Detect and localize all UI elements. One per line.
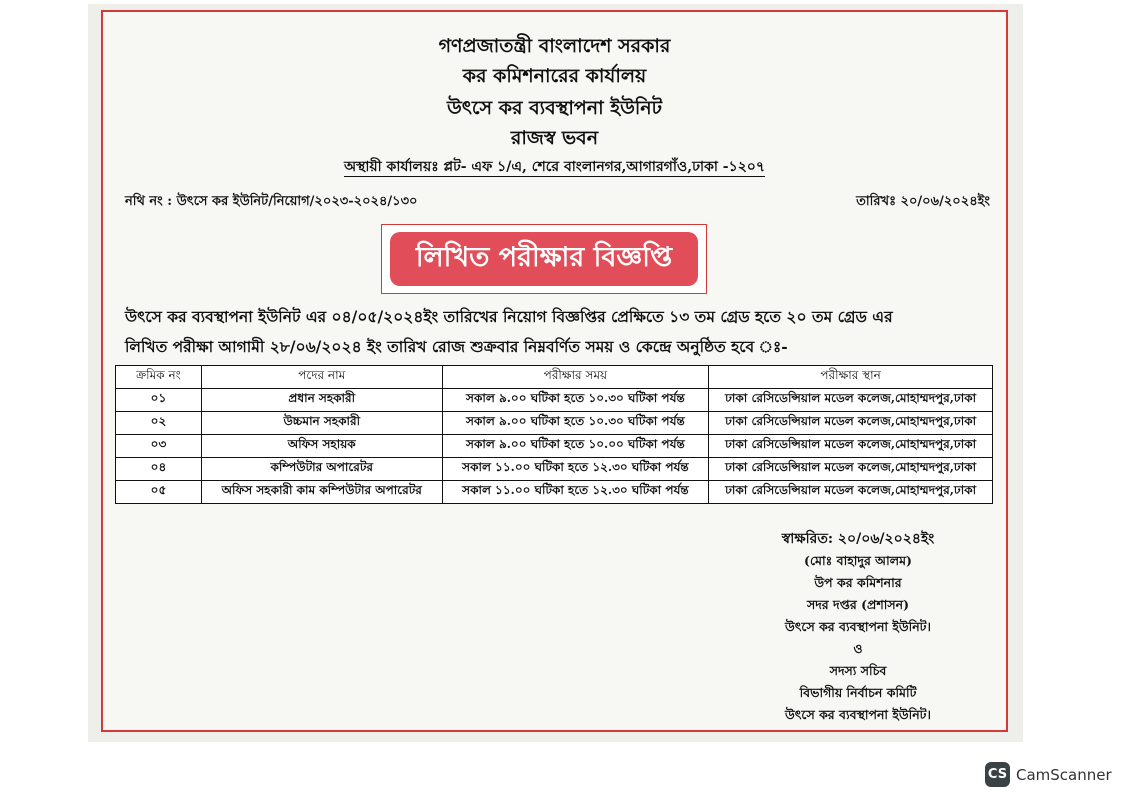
camscanner-logo-icon: CS bbox=[985, 762, 1010, 787]
cell-venue: ঢাকা রেসিডেন্সিয়াল মডেল কলেজ,মোহাম্মদপুর,ঢাকা bbox=[709, 481, 993, 504]
cell-venue: ঢাকা রেসিডেন্সিয়াল মডেল কলেজ,মোহাম্মদপুর,ঢাকা bbox=[709, 458, 993, 481]
cell-post: অফিস সহায়ক bbox=[201, 435, 442, 458]
office-address bbox=[103, 155, 1006, 179]
exam-schedule-table bbox=[115, 365, 993, 504]
signed-date: স্বাক্ষরিত: ২০/০৬/২০২৪ইং bbox=[781, 531, 935, 547]
table-header-row bbox=[116, 366, 993, 389]
header-serial: ক্রমিক নং bbox=[116, 366, 202, 389]
header-venue: পরীক্ষার স্থান bbox=[709, 366, 993, 389]
notice-line-1: উৎসে কর ব্যবস্থাপনা ইউনিট এর ০৪/০৫/২০২৪ইং তারিখের নিয়োগ বিজ্ঞপ্তির প্রেক্ষিতে ১৩ তম গ্রেড হতে ২০ তম গ্রেড এর bbox=[125, 307, 893, 326]
cell-post: উচ্চমান সহকারী bbox=[201, 412, 442, 435]
signatory-role: সদস্য সচিব bbox=[829, 663, 887, 678]
cell-time: সকাল ৯.০০ ঘটিকা হতে ১০.৩০ ঘটিকা পর্যন্ত bbox=[442, 412, 709, 435]
camscanner-watermark bbox=[985, 762, 1112, 787]
table-row bbox=[116, 481, 993, 504]
cell-venue: ঢাকা রেসিডেন্সিয়াল মডেল কলেজ,মোহাম্মদপুর,ঢাকা bbox=[709, 435, 993, 458]
cell-venue: ঢাকা রেসিডেন্সিয়াল মডেল কলেজ,মোহাম্মদপুর,ঢাকা bbox=[709, 412, 993, 435]
table-row bbox=[116, 412, 993, 435]
header-post: পদের নাম bbox=[201, 366, 442, 389]
header-time: পরীক্ষার সময় bbox=[442, 366, 709, 389]
table-row bbox=[116, 435, 993, 458]
building-title: রাজস্ব ভবন bbox=[510, 127, 599, 149]
cell-serial: ০১ bbox=[116, 389, 202, 412]
cell-serial: ০২ bbox=[116, 412, 202, 435]
signature-and: ও bbox=[853, 641, 863, 656]
cell-post: কম্পিউটার অপারেটর bbox=[201, 458, 442, 481]
notice-paragraph bbox=[125, 302, 985, 362]
notice-date: তারিখঃ ২০/০৬/২০২৪ইং bbox=[856, 194, 990, 209]
table-row bbox=[116, 389, 993, 412]
reference-line bbox=[125, 192, 990, 213]
cell-serial: ০৫ bbox=[116, 481, 202, 504]
table-row bbox=[116, 458, 993, 481]
cell-time: সকাল ১১.০০ ঘটিকা হতে ১২.৩০ ঘটিকা পর্যন্ত bbox=[442, 481, 709, 504]
memo-number: নথি নং : উৎসে কর ইউনিট/নিয়োগ/২০২৩-২০২৪/১৩০ bbox=[125, 194, 418, 209]
notice-banner: লিখিত পরীক্ষার বিজ্ঞপ্তি bbox=[390, 232, 698, 286]
banner-frame bbox=[381, 224, 707, 294]
notice-document bbox=[101, 10, 1008, 732]
signature-block bbox=[723, 528, 993, 726]
signatory-name: (মোঃ বাহাদুর আলম) bbox=[804, 553, 912, 568]
cell-time: সকাল ৯.০০ ঘটিকা হতে ১০.০০ ঘটিকা পর্যন্ত bbox=[442, 435, 709, 458]
cell-time: সকাল ৯.০০ ঘটিকা হতে ১০.৩০ ঘটিকা পর্যন্ত bbox=[442, 389, 709, 412]
cell-time: সকাল ১১.০০ ঘটিকা হতে ১২.৩০ ঘটিকা পর্যন্ত bbox=[442, 458, 709, 481]
office-address-text: অস্থায়ী কার্যালয়ঃ প্লট- এফ ১/এ, শেরে বাংলানগর,আগারগাঁও,ঢাকা -১২০৭ bbox=[343, 159, 766, 175]
signatory-committee: বিভাগীয় নির্বাচন কমিটি bbox=[799, 685, 917, 700]
cell-serial: ০৪ bbox=[116, 458, 202, 481]
cell-post: প্রধান সহকারী bbox=[201, 389, 442, 412]
camscanner-text: CamScanner bbox=[1016, 765, 1112, 784]
notice-line-2: লিখিত পরীক্ষা আগামী ২৮/০৬/২০২৪ ইং তারিখ রোজ শুক্রবার নিম্নবর্ণিত সময় ও কেন্দ্রে অনুষ্ঠিত হবে ঃ- bbox=[125, 337, 788, 356]
cell-serial: ০৩ bbox=[116, 435, 202, 458]
cell-post: অফিস সহকারী কাম কম্পিউটার অপারেটর bbox=[201, 481, 442, 504]
signatory-designation: উপ কর কমিশনার bbox=[814, 575, 902, 590]
signatory-unit-2: উৎসে কর ব্যবস্থাপনা ইউনিট। bbox=[785, 707, 931, 722]
govt-title: গণপ্রজাতন্ত্রী বাংলাদেশ সরকার bbox=[438, 35, 671, 57]
signatory-office: সদর দপ্তর (প্রশাসন) bbox=[806, 597, 910, 612]
signatory-unit: উৎসে কর ব্যবস্থাপনা ইউনিট। bbox=[785, 619, 931, 634]
office-title: কর কমিশনারের কার্যালয় bbox=[462, 65, 647, 87]
cell-venue: ঢাকা রেসিডেন্সিয়াল মডেল কলেজ,মোহাম্মদপুর,ঢাকা bbox=[709, 389, 993, 412]
unit-title: উৎসে কর ব্যবস্থাপনা ইউনিট bbox=[446, 97, 663, 119]
